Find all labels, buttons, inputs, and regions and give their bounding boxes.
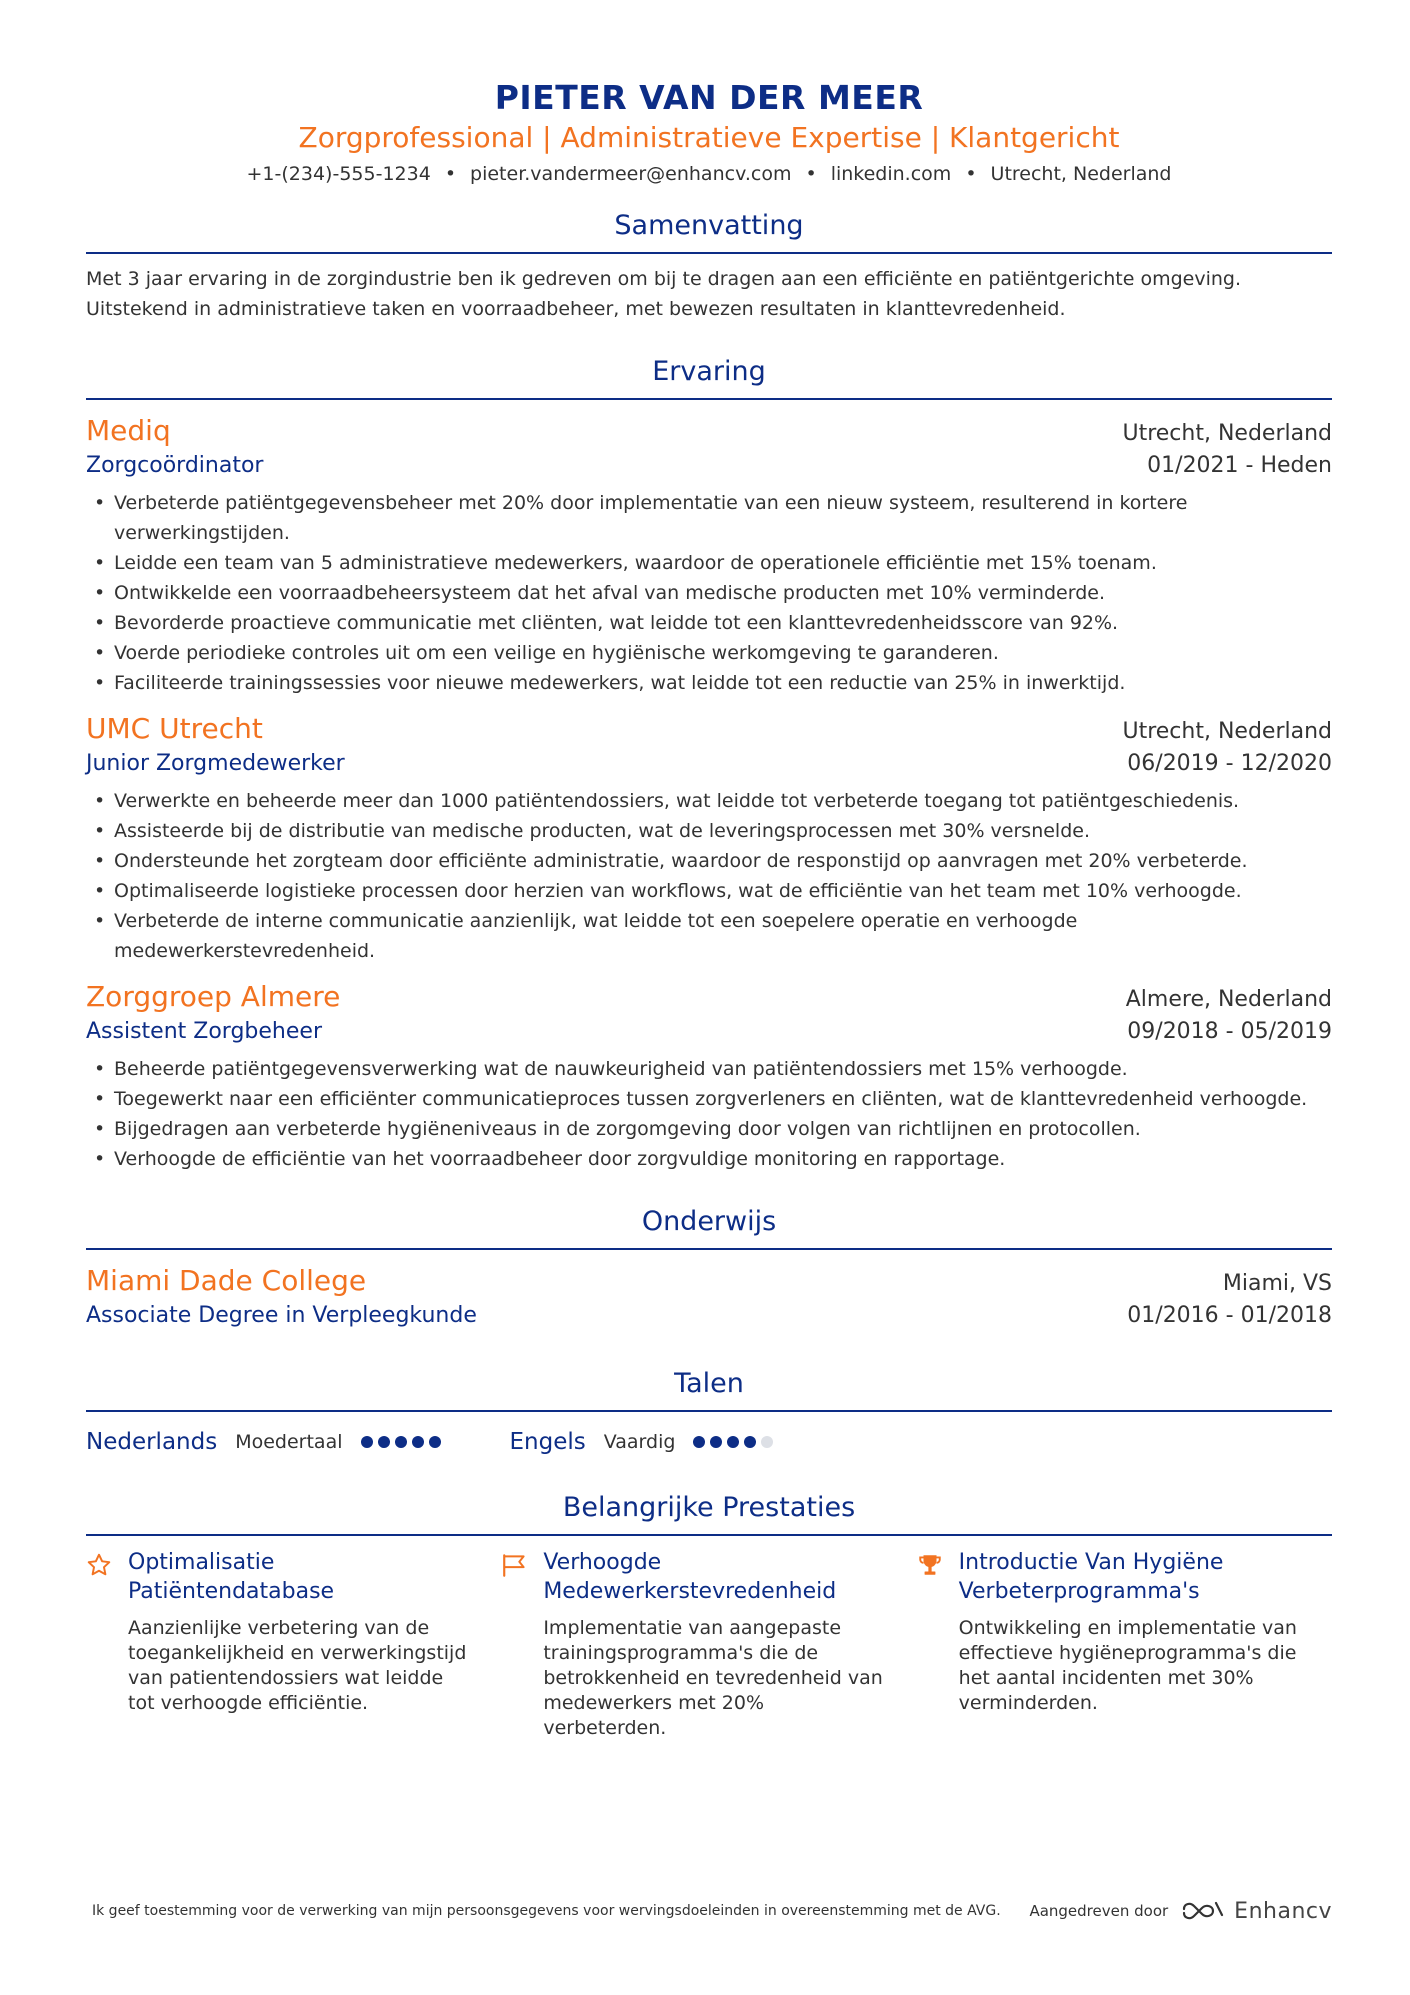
achievement-list bbox=[86, 1548, 1332, 1741]
job-role: Junior Zorgmedewerker bbox=[86, 751, 345, 776]
job-dates: 01/2021 - Heden bbox=[1147, 453, 1332, 478]
achievements-section bbox=[86, 1490, 1332, 1741]
achievement-title: Optimalisatie Patiëntendatabase bbox=[128, 1550, 335, 1604]
job-role: Assistent Zorgbeheer bbox=[86, 1019, 322, 1044]
achievement-title: Introductie Van Hygiëne Verbeterprogramma's bbox=[958, 1550, 1224, 1604]
rating-dot bbox=[378, 1436, 390, 1448]
section-title-languages: Talen bbox=[86, 1366, 1332, 1412]
job-location: Utrecht, Nederland bbox=[1122, 719, 1332, 744]
section-title-achievements: Belangrijke Prestaties bbox=[86, 1490, 1332, 1536]
rating-dot bbox=[761, 1436, 773, 1448]
language-level: Vaardig bbox=[603, 1431, 676, 1453]
section-title-education: Onderwijs bbox=[86, 1204, 1332, 1250]
education-dates: 01/2016 - 01/2018 bbox=[1127, 1303, 1332, 1328]
list-item: • Faciliteerde trainingssessies voor nieuwe medewerkers, wat leidde tot een reductie van 25% in inwerktijd. bbox=[86, 668, 1332, 698]
rating-dot bbox=[429, 1436, 441, 1448]
language-rating bbox=[361, 1436, 446, 1448]
powered-by[interactable] bbox=[1029, 1897, 1332, 1925]
rating-dot bbox=[395, 1436, 407, 1448]
experience-entry bbox=[86, 710, 1332, 966]
contact-separator: • bbox=[444, 163, 457, 185]
achievement-title: Verhoogde Medewerkerstevredenheid bbox=[543, 1550, 837, 1604]
job-dates: 09/2018 - 05/2019 bbox=[1127, 1019, 1332, 1044]
company-name: Mediq bbox=[86, 414, 171, 447]
contact-phone[interactable]: +1-(234)-555-1234 bbox=[246, 163, 431, 185]
job-dates: 06/2019 - 12/2020 bbox=[1127, 751, 1332, 776]
achievement-description: Implementatie van aangepaste trainingsprogramma's die de betrokkenheid en tevredenheid van medewerkers met 20% verbeterden. bbox=[543, 1617, 883, 1739]
language-list bbox=[86, 1422, 1332, 1462]
contact-separator: • bbox=[965, 163, 977, 185]
brand-name: Enhancv bbox=[1234, 1898, 1332, 1924]
page-footer bbox=[92, 1897, 1332, 1925]
list-item: • Verhoogde de efficiëntie van het voorraadbeheer door zorgvuldige monitoring en rapportage. bbox=[86, 1144, 1332, 1174]
achievement-item bbox=[86, 1548, 501, 1741]
languages-section bbox=[86, 1366, 1332, 1462]
resume-header bbox=[86, 0, 1332, 188]
list-item: • Verbeterde patiëntgegevensbeheer met 20% door implementatie van een nieuw systeem, resulterend in kortere verwerkingstijden. bbox=[86, 488, 1332, 548]
list-item: • Bijgedragen aan verbeterde hygiëneniveaus in de zorgomgeving door volgen van richtlijnen en protocollen. bbox=[86, 1114, 1332, 1144]
language-level: Moedertaal bbox=[235, 1431, 343, 1453]
job-bullets bbox=[86, 786, 1332, 966]
list-item: • Bevorderde proactieve communicatie met cliënten, wat leidde tot een klanttevredenheidsscore van 92%. bbox=[86, 608, 1332, 638]
language-item bbox=[86, 1429, 446, 1455]
achievement-description: Ontwikkeling en implementatie van effectieve hygiëneprogramma's die het aantal incidenten met 30% verminderden. bbox=[958, 1617, 1297, 1714]
rating-dot bbox=[727, 1436, 739, 1448]
language-name: Engels bbox=[509, 1429, 586, 1455]
contact-linkedin[interactable]: linkedin.com bbox=[830, 163, 952, 185]
job-role: Zorgcoördinator bbox=[86, 453, 264, 478]
rating-dot bbox=[412, 1436, 424, 1448]
job-bullets bbox=[86, 488, 1332, 698]
summary-text: Met 3 jaar ervaring in de zorgindustrie ben ik gedreven om bij te dragen aan een efficiënte en patiëntgerichte omgeving. Uitstekend in administratieve taken en voorraadbeheer, met bewezen resultaten in klanttevredenheid. bbox=[86, 268, 1241, 320]
contact-separator: • bbox=[805, 163, 817, 185]
company-name: Zorggroep Almere bbox=[86, 980, 341, 1013]
list-item: • Optimaliseerde logistieke processen door herzien van workflows, wat de efficiëntie van het team met 10% verhoogde. bbox=[86, 876, 1332, 906]
list-item: • Toegewerkt naar een efficiënter communicatieproces tussen zorgverleners en cliënten, wat de klanttevredenheid verhoogde. bbox=[86, 1084, 1332, 1114]
resume-page bbox=[86, 0, 1332, 1995]
language-name: Nederlands bbox=[86, 1429, 218, 1455]
rating-dot bbox=[361, 1436, 373, 1448]
experience-entry bbox=[86, 412, 1332, 698]
rating-dot bbox=[710, 1436, 722, 1448]
education-entry bbox=[86, 1262, 1332, 1332]
list-item: • Voerde periodieke controles uit om een veilige en hygiënische werkomgeving te garanderen. bbox=[86, 638, 1332, 668]
achievement-item bbox=[501, 1548, 916, 1741]
achievement-item bbox=[917, 1548, 1332, 1741]
degree-name: Associate Degree in Verpleegkunde bbox=[86, 1303, 477, 1328]
language-item bbox=[510, 1429, 779, 1455]
person-name: PIETER VAN DER MEER bbox=[494, 78, 924, 117]
education-section bbox=[86, 1204, 1332, 1332]
gdpr-consent: Ik geef toestemming voor de verwerking van mijn persoonsgegevens voor wervingsdoeleinden in overeenstemming met de AVG. bbox=[92, 1903, 1001, 1919]
job-location: Utrecht, Nederland bbox=[1122, 421, 1332, 446]
list-item: • Ondersteunde het zorgteam door efficiënte administratie, waardoor de responstijd op aanvragen met 20% verbeterde. bbox=[86, 846, 1332, 876]
rating-dot bbox=[693, 1436, 705, 1448]
trophy-icon bbox=[917, 1548, 959, 1741]
enhancv-logo-icon bbox=[1180, 1897, 1226, 1925]
rating-dot bbox=[744, 1436, 756, 1448]
language-rating bbox=[693, 1436, 778, 1448]
school-name: Miami Dade College bbox=[86, 1264, 367, 1297]
list-item: • Leidde een team van 5 administratieve medewerkers, waardoor de operationele efficiëntie met 15% toenam. bbox=[86, 548, 1332, 578]
job-location: Almere, Nederland bbox=[1125, 987, 1332, 1012]
company-name: UMC Utrecht bbox=[86, 712, 263, 745]
school-location: Miami, VS bbox=[1222, 1271, 1332, 1296]
powered-by-label: Aangedreven door bbox=[1029, 1902, 1169, 1920]
experience-entry bbox=[86, 978, 1332, 1174]
experience-section bbox=[86, 354, 1332, 1174]
job-bullets bbox=[86, 1054, 1332, 1174]
list-item: • Verbeterde de interne communicatie aanzienlijk, wat leidde tot een soepelere operatie en verhoogde medewerkerstevredenheid. bbox=[86, 906, 1332, 966]
contact-email[interactable]: pieter.vandermeer@enhancv.com bbox=[470, 163, 792, 185]
list-item: • Ontwikkelde een voorraadbeheersysteem dat het afval van medische producten met 10% verminderde. bbox=[86, 578, 1332, 608]
contact-location: Utrecht, Nederland bbox=[990, 163, 1172, 185]
section-title-experience: Ervaring bbox=[86, 354, 1332, 400]
summary-section bbox=[86, 208, 1332, 324]
contact-line bbox=[86, 160, 1332, 188]
star-icon bbox=[86, 1548, 128, 1741]
person-headline: Zorgprofessional | Administratieve Expertise | Klantgericht bbox=[298, 121, 1120, 154]
flag-icon bbox=[501, 1548, 543, 1741]
list-item: • Beheerde patiëntgegevensverwerking wat de nauwkeurigheid van patiëntendossiers met 15% verhoogde. bbox=[86, 1054, 1332, 1084]
list-item: • Assisteerde bij de distributie van medische producten, wat de leveringsprocessen met 30% versnelde. bbox=[86, 816, 1332, 846]
section-title-summary: Samenvatting bbox=[86, 208, 1332, 254]
achievement-description: Aanzienlijke verbetering van de toegankelijkheid en verwerkingstijd van patientendossiers wat leidde tot verhoogde efficiëntie. bbox=[128, 1617, 467, 1714]
list-item: • Verwerkte en beheerde meer dan 1000 patiëntendossiers, wat leidde tot verbeterde toegang tot patiëntgeschiedenis. bbox=[86, 786, 1332, 816]
